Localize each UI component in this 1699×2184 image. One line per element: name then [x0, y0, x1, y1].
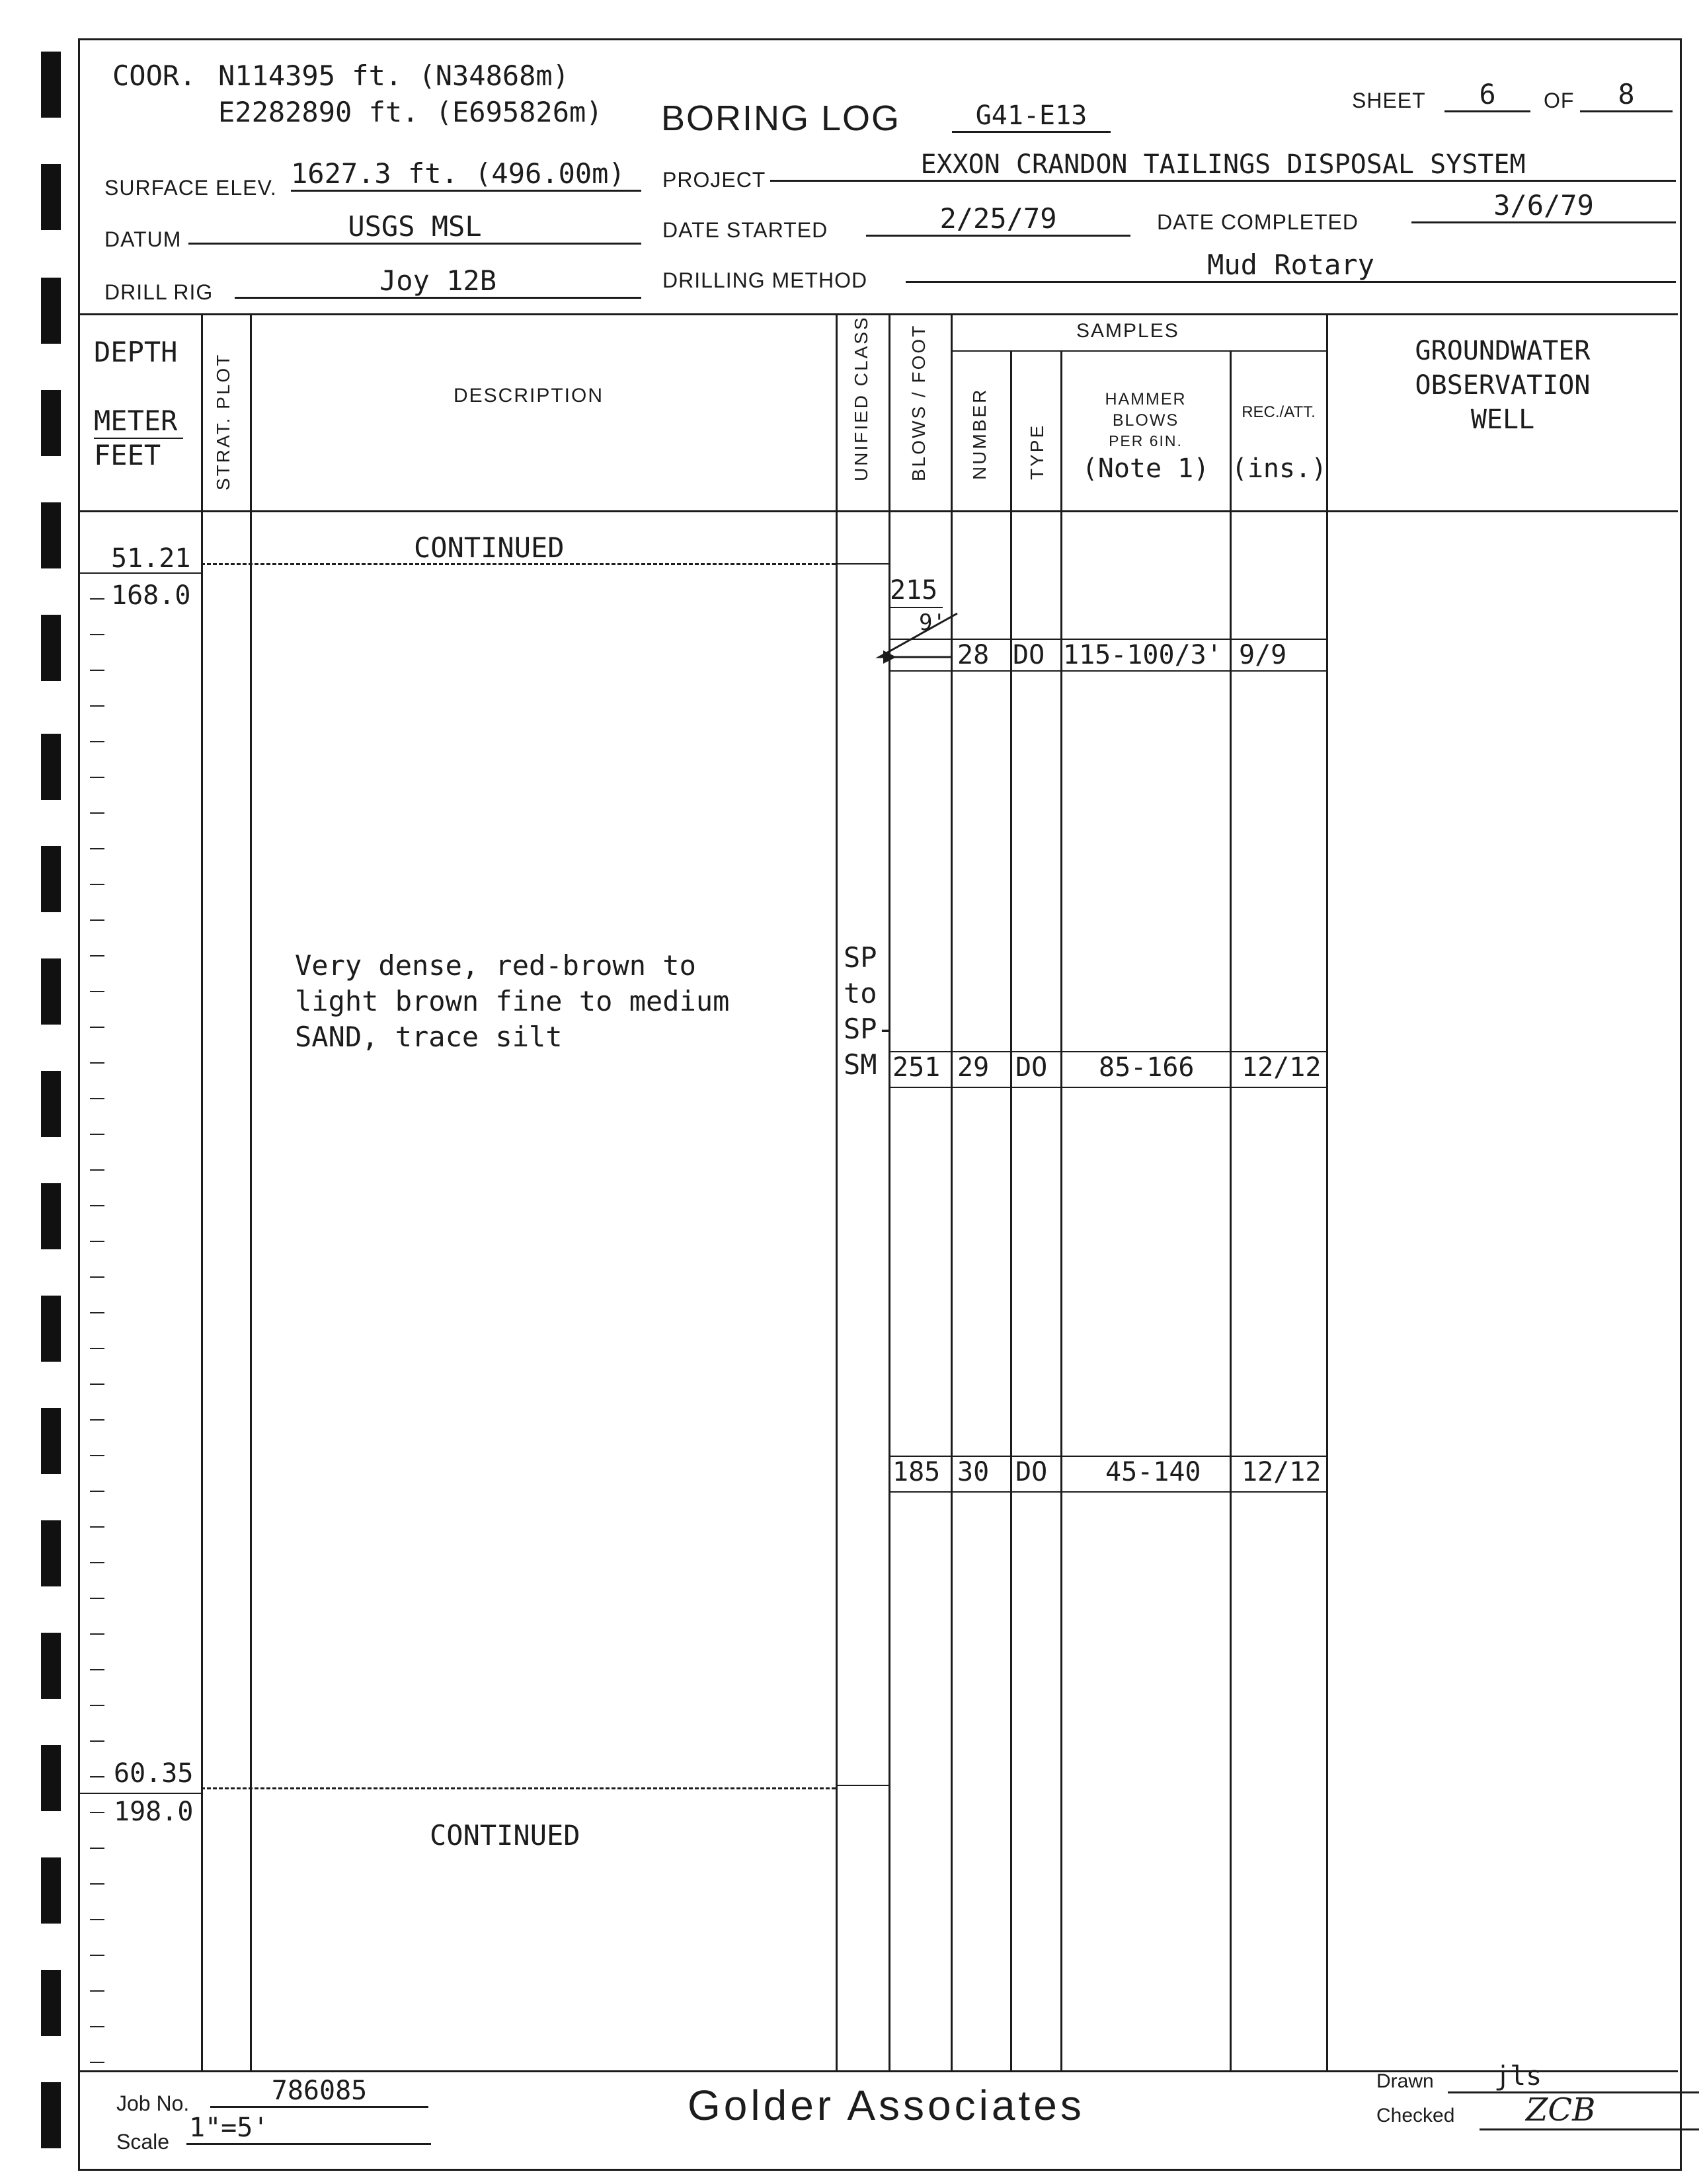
blows-header: BLOWS: [1112, 411, 1179, 430]
boring-id: G41-E13: [952, 100, 1111, 133]
sample-recovery: 9/9: [1239, 640, 1287, 670]
binding-mark: [41, 1296, 61, 1362]
table-top-rule: [80, 313, 1678, 315]
col-divider: [1326, 313, 1328, 2070]
depth-rule: [80, 1793, 201, 1794]
binding-mark: [41, 846, 61, 912]
number-header: NUMBER: [969, 387, 990, 480]
blows-note-bottom: 9': [919, 609, 946, 636]
depth-tick: [90, 884, 104, 885]
company-name: Golder Associates: [688, 2082, 1085, 2129]
binding-mark: [41, 1745, 61, 1811]
unified-class: SM: [844, 1048, 877, 1081]
depth-tick: [90, 670, 104, 671]
depth-tick: [90, 1312, 104, 1313]
scale-label: Scale: [116, 2130, 170, 2154]
depth-tick: [90, 1169, 104, 1171]
sample-recovery: 12/12: [1242, 1052, 1322, 1083]
sample-hammer-blows: 85-166: [1099, 1052, 1195, 1083]
date-completed-label: DATE COMPLETED: [1157, 210, 1359, 234]
project-name: EXXON CRANDON TAILINGS DISPOSAL SYSTEM: [770, 149, 1676, 182]
binding-mark: [41, 2082, 61, 2148]
date-started: 2/25/79: [866, 202, 1130, 237]
depth-tick: [90, 705, 104, 707]
depth-tick: [90, 1062, 104, 1064]
job-label: Job No.: [116, 2091, 190, 2115]
depth-tick: [90, 777, 104, 778]
drill-rig-label: DRILL RIG: [104, 280, 214, 304]
col-divider: [1010, 352, 1012, 2070]
samples-rule: [951, 350, 1326, 352]
depth-tick: [90, 848, 104, 849]
description-header: DESCRIPTION: [454, 385, 604, 407]
depth-tick: [90, 1348, 104, 1349]
note-header: (Note 1): [1082, 453, 1210, 484]
checked-by: ZCB: [1480, 2091, 1699, 2130]
sample-hammer-blows: 115-100/3': [1063, 640, 1222, 670]
col-divider: [1060, 352, 1062, 2070]
drilling-method: Mud Rotary: [906, 249, 1676, 283]
binding-mark: [41, 1633, 61, 1699]
depth-tick: [90, 812, 104, 814]
sample-hammer-blows: 45-140: [1105, 1457, 1201, 1487]
drill-rig: Joy 12B: [235, 264, 641, 299]
depth-tick: [90, 1740, 104, 1742]
depth-tick: [90, 1562, 104, 1563]
surface-elev: 1627.3 ft. (496.00m): [291, 157, 641, 192]
binding-mark: [41, 615, 61, 681]
sample-type: DO: [1015, 1052, 1048, 1083]
col-divider: [250, 313, 252, 2070]
depth-tick: [90, 1455, 104, 1456]
col-divider: [1230, 352, 1232, 2070]
checked-label: Checked: [1376, 2105, 1455, 2126]
meter-header: METER: [94, 405, 178, 437]
arrow-icon: [859, 611, 959, 670]
table-header-rule: [80, 510, 1678, 512]
job-number: 786085: [210, 2076, 428, 2108]
sheet-number: 6: [1444, 78, 1530, 112]
depth-tick: [90, 741, 104, 742]
sheet-total: 8: [1580, 78, 1673, 112]
depth-tick: [90, 1241, 104, 1242]
rec-att-header: REC./ATT.: [1242, 403, 1316, 421]
observation-header: OBSERVATION: [1415, 370, 1591, 401]
of-label: OF: [1544, 89, 1575, 112]
col-divider: [836, 313, 838, 2070]
depth-tick: [90, 1205, 104, 1206]
unified-class: SP: [844, 941, 877, 974]
binding-mark: [41, 1520, 61, 1586]
binding-mark: [41, 164, 61, 230]
rec-units-header: (ins.): [1231, 453, 1327, 484]
binding-mark: [41, 52, 61, 118]
depth-tick: [90, 1419, 104, 1421]
depth-tick: [90, 1598, 104, 1599]
drawn-by: jls: [1448, 2061, 1699, 2093]
depth-tick: [90, 1990, 104, 1992]
project-label: PROJECT: [662, 168, 766, 192]
description-line: SAND, trace silt: [295, 1021, 563, 1053]
depth-tick: [90, 1776, 104, 1777]
description-line: light brown fine to medium: [295, 985, 730, 1017]
binding-mark: [41, 1970, 61, 2036]
feet-header: FEET: [94, 439, 161, 471]
layer-boundary-top: [836, 563, 889, 565]
depth-rule: [80, 572, 201, 574]
binding-mark: [41, 1071, 61, 1137]
binding-mark: [41, 390, 61, 456]
sample-number: 29: [957, 1052, 990, 1083]
continued-bottom: CONTINUED: [430, 1819, 580, 1852]
depth-tick: [90, 1384, 104, 1385]
depth-tick: [90, 2062, 104, 2063]
per-6in-header: PER 6IN.: [1109, 432, 1183, 449]
top-depth-meter: 51.21: [111, 543, 191, 574]
binding-mark: [41, 958, 61, 1025]
col-divider: [201, 313, 203, 2070]
depth-tick: [90, 1669, 104, 1670]
groundwater-header: GROUNDWATER: [1415, 336, 1591, 366]
sample-type: DO: [1015, 1457, 1048, 1487]
depth-tick: [90, 991, 104, 992]
depth-tick: [90, 1919, 104, 1920]
scale-value: 1"=5': [186, 2113, 431, 2145]
depth-tick: [90, 1705, 104, 1706]
type-header: TYPE: [1027, 423, 1047, 480]
depth-tick: [90, 1134, 104, 1135]
depth-tick: [90, 634, 104, 635]
sample-blows-per-foot: 185: [892, 1457, 941, 1487]
binding-mark: [41, 1408, 61, 1474]
depth-tick: [90, 1098, 104, 1099]
depth-header: DEPTH: [94, 336, 178, 368]
unified-class-header: UNIFIED CLASS: [851, 315, 871, 481]
table-bottom-rule: [80, 2070, 1678, 2072]
layer-boundary-bottom: [836, 1785, 889, 1786]
depth-tick: [90, 1491, 104, 1492]
blows-note-top: 215: [890, 575, 938, 605]
sample-number: 28: [957, 640, 990, 670]
depth-tick: [90, 919, 104, 921]
binding-mark: [41, 734, 61, 800]
binding-mark: [41, 278, 61, 344]
depth-tick: [90, 598, 104, 600]
depth-tick: [90, 1848, 104, 1849]
depth-tick: [90, 1276, 104, 1278]
date-completed: 3/6/79: [1411, 189, 1676, 223]
sheet-label: SHEET: [1352, 89, 1426, 112]
drawn-label: Drawn: [1376, 2070, 1434, 2092]
depth-tick: [90, 1526, 104, 1528]
coor-north: N114395 ft. (N34868m): [218, 59, 570, 92]
samples-header: SAMPLES: [1076, 320, 1179, 342]
sample-rule: [889, 670, 1326, 672]
unified-class: to: [844, 977, 877, 1009]
coor-east: E2282890 ft. (E695826m): [218, 96, 603, 128]
depth-tick: [90, 1027, 104, 1028]
sample-number: 30: [957, 1457, 990, 1487]
description-line: Very dense, red-brown to: [295, 949, 696, 982]
strat-plot-header: STRAT. PLOT: [213, 352, 233, 490]
blows-foot-header: BLOWS / FOOT: [908, 323, 929, 481]
layer-boundary-bottom: [201, 1787, 836, 1789]
binding-mark: [41, 502, 61, 568]
depth-tick: [90, 2026, 104, 2027]
sample-recovery: 12/12: [1242, 1457, 1322, 1487]
depth-tick: [90, 1812, 104, 1813]
top-depth-feet: 168.0: [111, 580, 191, 611]
sample-blows-per-foot: 251: [892, 1052, 941, 1083]
sample-type: DO: [1013, 640, 1045, 670]
depth-tick: [90, 1955, 104, 1956]
sample-rule: [889, 1491, 1326, 1493]
surface-elev-label: SURFACE ELEV.: [104, 176, 277, 200]
binding-mark: [41, 1183, 61, 1249]
well-header: WELL: [1470, 405, 1535, 435]
bottom-depth-feet: 198.0: [114, 1797, 194, 1827]
drilling-method-label: DRILLING METHOD: [662, 268, 868, 292]
blows-note-rule: [890, 607, 943, 608]
page-title: BORING LOG: [661, 98, 901, 138]
datum-value: USGS MSL: [188, 210, 641, 245]
sample-rule: [889, 1087, 1326, 1088]
continued-top: CONTINUED: [414, 531, 565, 564]
datum-label: DATUM: [104, 227, 182, 251]
depth-tick: [90, 1883, 104, 1885]
unified-class: SP-: [844, 1013, 894, 1045]
depth-tick: [90, 1633, 104, 1635]
bottom-depth-meter: 60.35: [114, 1758, 194, 1789]
coor-label: COOR.: [112, 59, 196, 92]
col-divider: [951, 313, 953, 2070]
date-started-label: DATE STARTED: [662, 218, 828, 242]
depth-tick: [90, 955, 104, 956]
binding-mark: [41, 1857, 61, 1924]
hammer-header: HAMMER: [1105, 390, 1187, 409]
